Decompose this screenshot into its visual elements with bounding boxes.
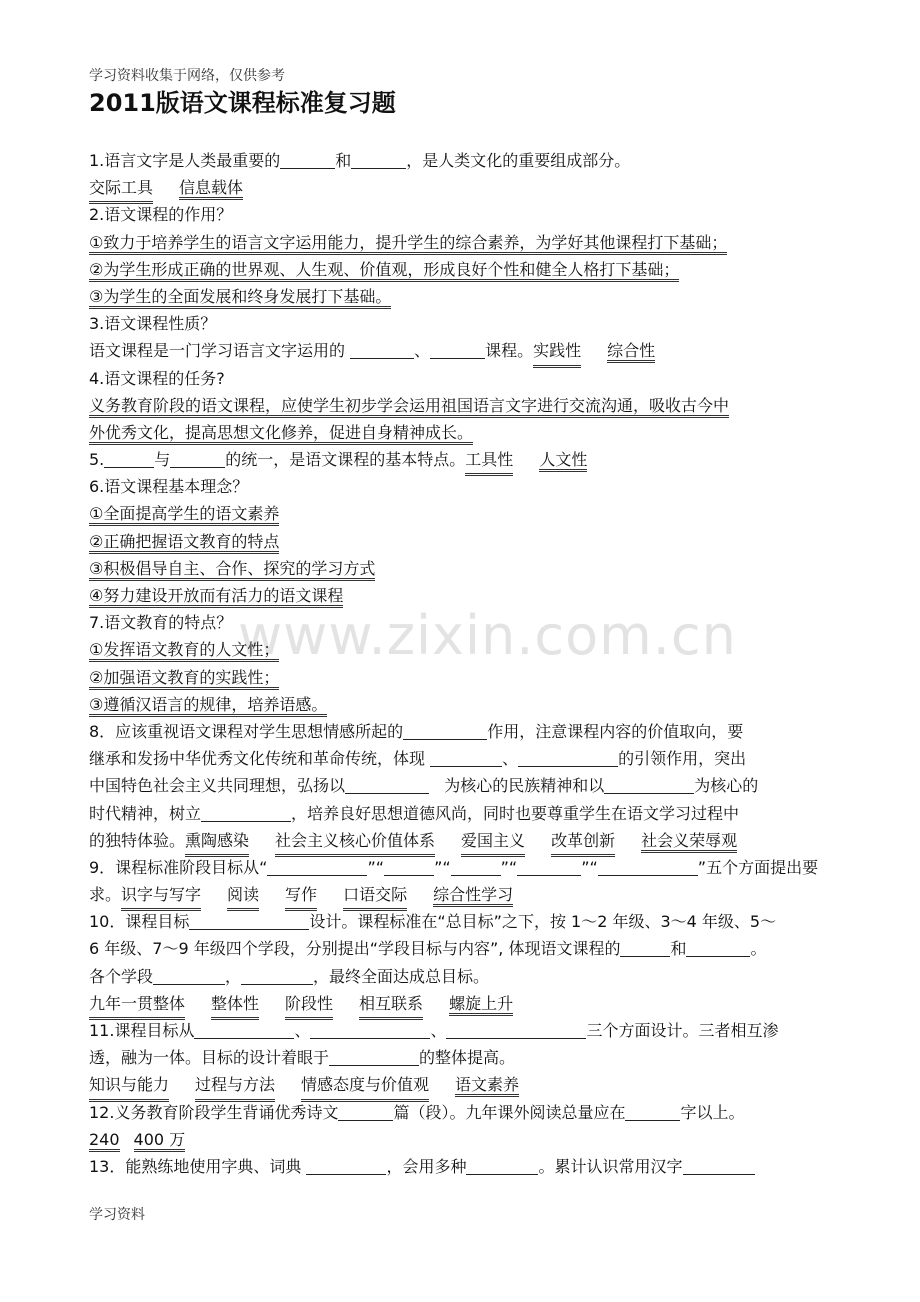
blank xyxy=(241,968,313,985)
blank xyxy=(306,1158,386,1175)
blank xyxy=(517,859,581,876)
footer-note: 学习资料 xyxy=(89,1207,145,1223)
blank xyxy=(451,859,501,876)
question-list xyxy=(89,147,843,1180)
question-8-line-4: 时代精神，树立 ，培养良好思想道德风尚，同时也要尊重学生在语文学习过程中 xyxy=(89,803,740,823)
answer-1: 交际工具 信息载体 xyxy=(89,174,843,201)
answer-2-1: ①致力于培养学生的语言文字运用能力，提升学生的综合素养，为学好其他课程打下基础； xyxy=(89,229,843,256)
question-12: 12.义务教育阶段学生背诵优秀诗文 篇（段）。九年课外阅读总量应在 字以上。 xyxy=(89,1102,745,1122)
question-13: 13．能熟练地使用字典、词典 ，会用多种 。累计认识常用汉字 xyxy=(89,1153,843,1180)
blank xyxy=(345,777,429,794)
answer-3: 语文课程是一门学习语言文字运用的 、 课程。实践性 综合性 xyxy=(89,337,843,364)
question-1: 1.语言文字是人类最重要的 和 ，是人类文化的重要组成部分。 xyxy=(89,151,631,170)
blank xyxy=(350,342,414,359)
question-7: 7.语文教育的特点？ xyxy=(89,613,233,633)
answer-7-3: ③遵循汉语言的规律，培养语感。 xyxy=(89,691,843,718)
answer-4-2: 外优秀文化，提高思想文化修养，促进自身精神成长。 xyxy=(89,419,843,446)
question-10-line-3: 各个学段 ， ，最终全面达成总目标。 xyxy=(89,966,490,986)
answer-4-1: 义务教育阶段的语文课程，应使学生初步学会运用祖国语言文字进行交流沟通，吸收古今中 xyxy=(89,392,843,419)
question-10-line-2: 6 年级、7～9 年级四个学段，分别提出“学段目标与内容”, 体现语文课程的 和 。 xyxy=(89,939,767,959)
question-11-line-1: 11.课程目标从 、 、 三个方面设计。三者相互渗 xyxy=(89,1021,779,1040)
blank xyxy=(683,1158,755,1175)
blank xyxy=(189,913,309,930)
blank xyxy=(310,1022,430,1039)
blank xyxy=(267,859,367,876)
answer-12: 240 400 万 xyxy=(89,1126,843,1153)
answer-6-4: ④努力建设开放而有活力的语文课程 xyxy=(89,582,843,609)
question-8-line-1: 8．应该重视语文课程对学生思想情感所起的 作用，注意课程内容的价值取向，要 xyxy=(89,721,744,741)
answer-11: 知识与能力 过程与方法 情感态度与价值观 语文素养 xyxy=(89,1071,843,1098)
question-9-line-2: 求。识字与写字 阅读 写作 口语交际 综合性学习 xyxy=(89,881,843,908)
answer-6-3: ③积极倡导自主、合作、探究的学习方式 xyxy=(89,555,843,582)
blank xyxy=(153,968,225,985)
question-2: 2.语文课程的作用？ xyxy=(89,205,233,225)
answer-7-1: ①发挥语文教育的人文性； xyxy=(89,636,843,663)
question-8-line-2: 继承和发扬中华优秀文化传统和革命传统，体现 、 的引领作用，突出 xyxy=(89,749,747,769)
answer-6-2: ②正确把握语文教育的特点 xyxy=(89,528,843,555)
question-9-line-1: 9．课程标准阶段目标从“ ”“ ”“ ”“ ”“ ”五个方面提出要 xyxy=(89,857,819,877)
blank xyxy=(384,859,434,876)
question-3: 3.语文课程性质？ xyxy=(89,314,217,334)
blank xyxy=(201,805,291,822)
question-8-line-3: 中国特色社会主义共同理想，弘扬以 为核心的民族精神和以 为核心的 xyxy=(89,776,759,796)
blank xyxy=(686,940,750,957)
answer-7-2: ②加强语文教育的实践性； xyxy=(89,664,843,691)
blank xyxy=(170,451,225,468)
answer-2-3: ③为学生的全面发展和终身发展打下基础。 xyxy=(89,283,843,310)
answer-2-2: ②为学生形成正确的世界观、人生观、价值观，形成良好个性和健全人格打下基础； xyxy=(89,256,843,283)
watermark: www.zixin.com.cn xyxy=(238,604,737,667)
blank xyxy=(625,1104,680,1121)
header-note: 学习资料收集于网络，仅供参考 xyxy=(89,68,285,84)
blank xyxy=(598,859,698,876)
document-title: 2011版语文课程标准复习题 xyxy=(89,89,396,117)
blank xyxy=(430,750,502,767)
blank xyxy=(338,1104,393,1121)
blank xyxy=(430,342,485,359)
blank xyxy=(104,451,154,468)
blank xyxy=(518,750,618,767)
answer-10: 九年一贯整体 整体性 阶段性 相互联系 螺旋上升 xyxy=(89,990,843,1017)
answer-6-1: ①全面提高学生的语文素养 xyxy=(89,500,843,527)
question-8-line-5: 的独特体验。熏陶感染 社会主义核心价值体系 爱国主义 改革创新 社会义荣辱观 xyxy=(89,827,843,854)
blank xyxy=(194,1022,294,1039)
blank xyxy=(604,777,694,794)
question-4: 4.语文课程的任务? xyxy=(89,368,225,388)
blank xyxy=(329,1049,419,1066)
question-6: 6.语文课程基本理念？ xyxy=(89,477,249,497)
blank xyxy=(620,940,670,957)
blank xyxy=(466,1158,538,1175)
question-10-line-1: 10．课程目标 设计。课程标准在“总目标”之下，按 1～2 年级、3～4 年级、5～ xyxy=(89,912,777,932)
blank xyxy=(280,152,335,169)
blank xyxy=(403,723,487,740)
blank xyxy=(351,152,406,169)
question-5: 5. 与 的统一，是语文课程的基本特点。工具性 人文性 xyxy=(89,446,843,473)
blank xyxy=(446,1022,586,1039)
question-11-line-2: 透，融为一体。目标的设计着眼于 的整体提高。 xyxy=(89,1048,516,1068)
